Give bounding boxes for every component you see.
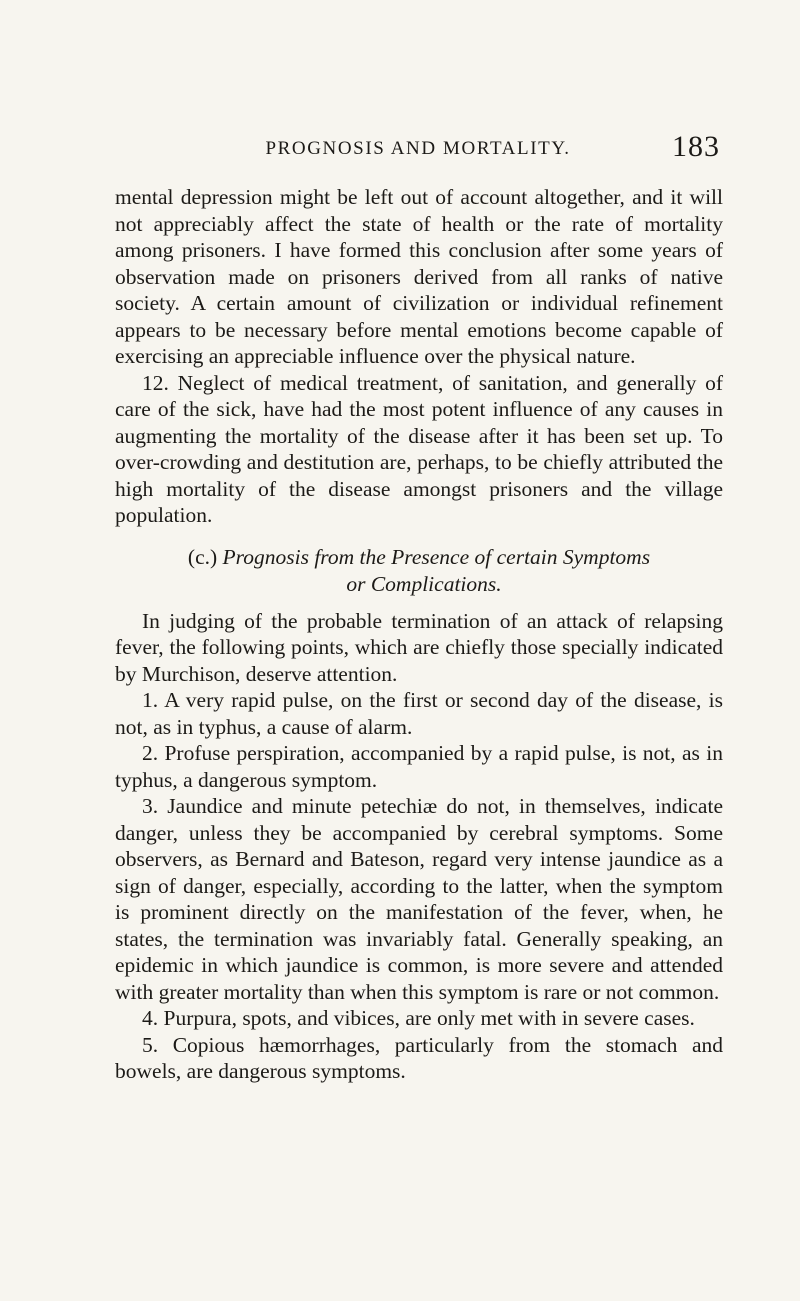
- paragraph-point-2: 2. Profuse perspiration, accompanied by a rapid pulse, is not, as in typhus, a dangerous symptom.: [115, 741, 723, 792]
- paragraph-point-3: 3. Jaundice and minute petechiæ do not, in themselves, indicate danger, unless they be accompanied by cerebral symptoms. Some observers, as Bernard and Bateson, regard very intense jaundice as a sign of danger, especially, according to the latter, when the symptom is prominent directly on the manifestation of the fever, when, he states, the termination was invariably fatal. Generally speaking, an epidemic in which jaundice is common, is more severe and attended with greater mortality than when this symptom is rare or not common.: [115, 794, 723, 1004]
- paragraph-point-1: 1. A very rapid pulse, on the first or second day of the disease, is not, as in typhus, a cause of alarm.: [115, 688, 723, 739]
- paragraph-continued: mental depression might be left out of account altogether, and it will not appreciably affect the state of health or the rate of mortality among prisoners. I have formed this conclusion after some years of observation made on prisoners derived from all ranks of native society. A certain amount of civilization or individual refinement appears to be necessary before mental emotions become capable of exercising an appreciable influence over the physical nature.: [115, 185, 723, 368]
- paragraph-intro: In judging of the probable termination of an attack of relapsing fever, the following points, which are chiefly those specially indicated by Murchison, deserve attention.: [115, 608, 723, 686]
- running-title: PROGNOSIS AND MORTALITY.: [265, 138, 571, 159]
- paragraph-point-5: 5. Copious hæmorrhages, particularly from the stomach and bowels, are dangerous symptoms.: [115, 1032, 723, 1083]
- running-head: [116, 130, 720, 170]
- body-text: [115, 184, 723, 1085]
- page-number: 183: [672, 130, 720, 163]
- section-label: (c.): [187, 544, 218, 569]
- section-title-line2: or Complications.: [346, 571, 502, 596]
- section-title-line1: Prognosis from the Presence of certain Symptoms: [222, 544, 651, 569]
- paragraph-item-12: 12. Neglect of medical treatment, of sanitation, and generally of care of the sick, have had the most potent influence of any causes in augmenting the mortality of the disease after it has been set up. To over-crowding and destitution are, perhaps, to be chiefly attributed the high mortality of the disease amongst prisoners and the village population.: [115, 370, 723, 527]
- paragraph-point-4: 4. Purpura, spots, and vibices, are only met with in severe cases.: [142, 1006, 695, 1030]
- section-heading: [115, 544, 723, 598]
